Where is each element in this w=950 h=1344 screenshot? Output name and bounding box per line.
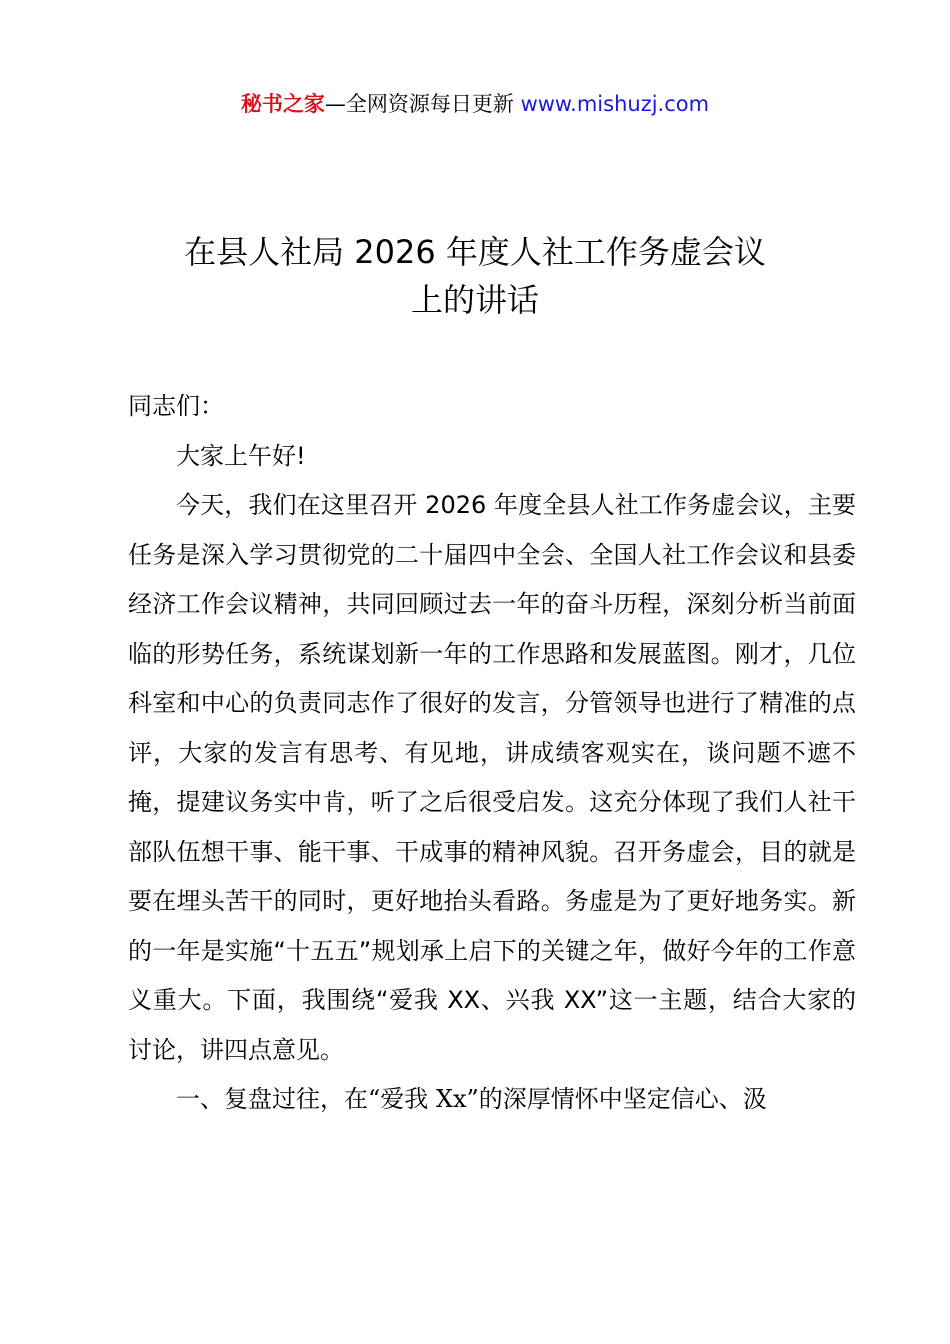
site-header — [0, 88, 950, 120]
title-line-1: 在县人社局 2026 年度人社工作务虚会议 — [184, 233, 766, 271]
site-brand: 秘书之家 — [240, 92, 325, 116]
document-title — [100, 228, 850, 324]
title-line-2: 上的讲话 — [410, 281, 539, 319]
opening-paragraph: 今天，我们在这里召开 2026 年度全县人社工作务虚会议，主要任务是深入学习贯彻党的二十届四中全会、全国人社工作会议和县委经济工作会议精神，共同回顾过去一年的奋斗历程，深刻分析当前面临的形势任务，系统谋划新一年的工作思路和发展蓝图。刚才，几位科室和中心的负责同志作了很好的发言，分管领导也进行了精准的点评，大家的发言有思考、有见地，讲成绩客观实在，谈问题不遮不掩，提建议务实中肯，听了之后很受启发。这充分体现了我们人社干部队伍想干事、能干事、干成事的精神风貌。召开务虚会，目的就是要在埋头苦干的同时，更好地抬头看路。务虚是为了更好地务实。新的一年是实施“十五五”规划承上启下的关键之年，做好今年的工作意义重大。下面，我围绕“爱我 XX、兴我 XX”这一主题，结合大家的讨论，讲四点意见。 — [128, 491, 856, 1064]
site-tagline: —全网资源每日更新 — [324, 92, 514, 116]
salutation: 同志们： — [128, 392, 224, 420]
document-body — [128, 382, 856, 1125]
site-url-link[interactable]: www.mishuzj.com — [520, 92, 710, 116]
greeting: 大家上午好! — [176, 441, 306, 470]
section-heading-1: 一、复盘过往，在“爱我 Xx”的深厚情怀中坚定信心、汲 — [176, 1085, 767, 1113]
